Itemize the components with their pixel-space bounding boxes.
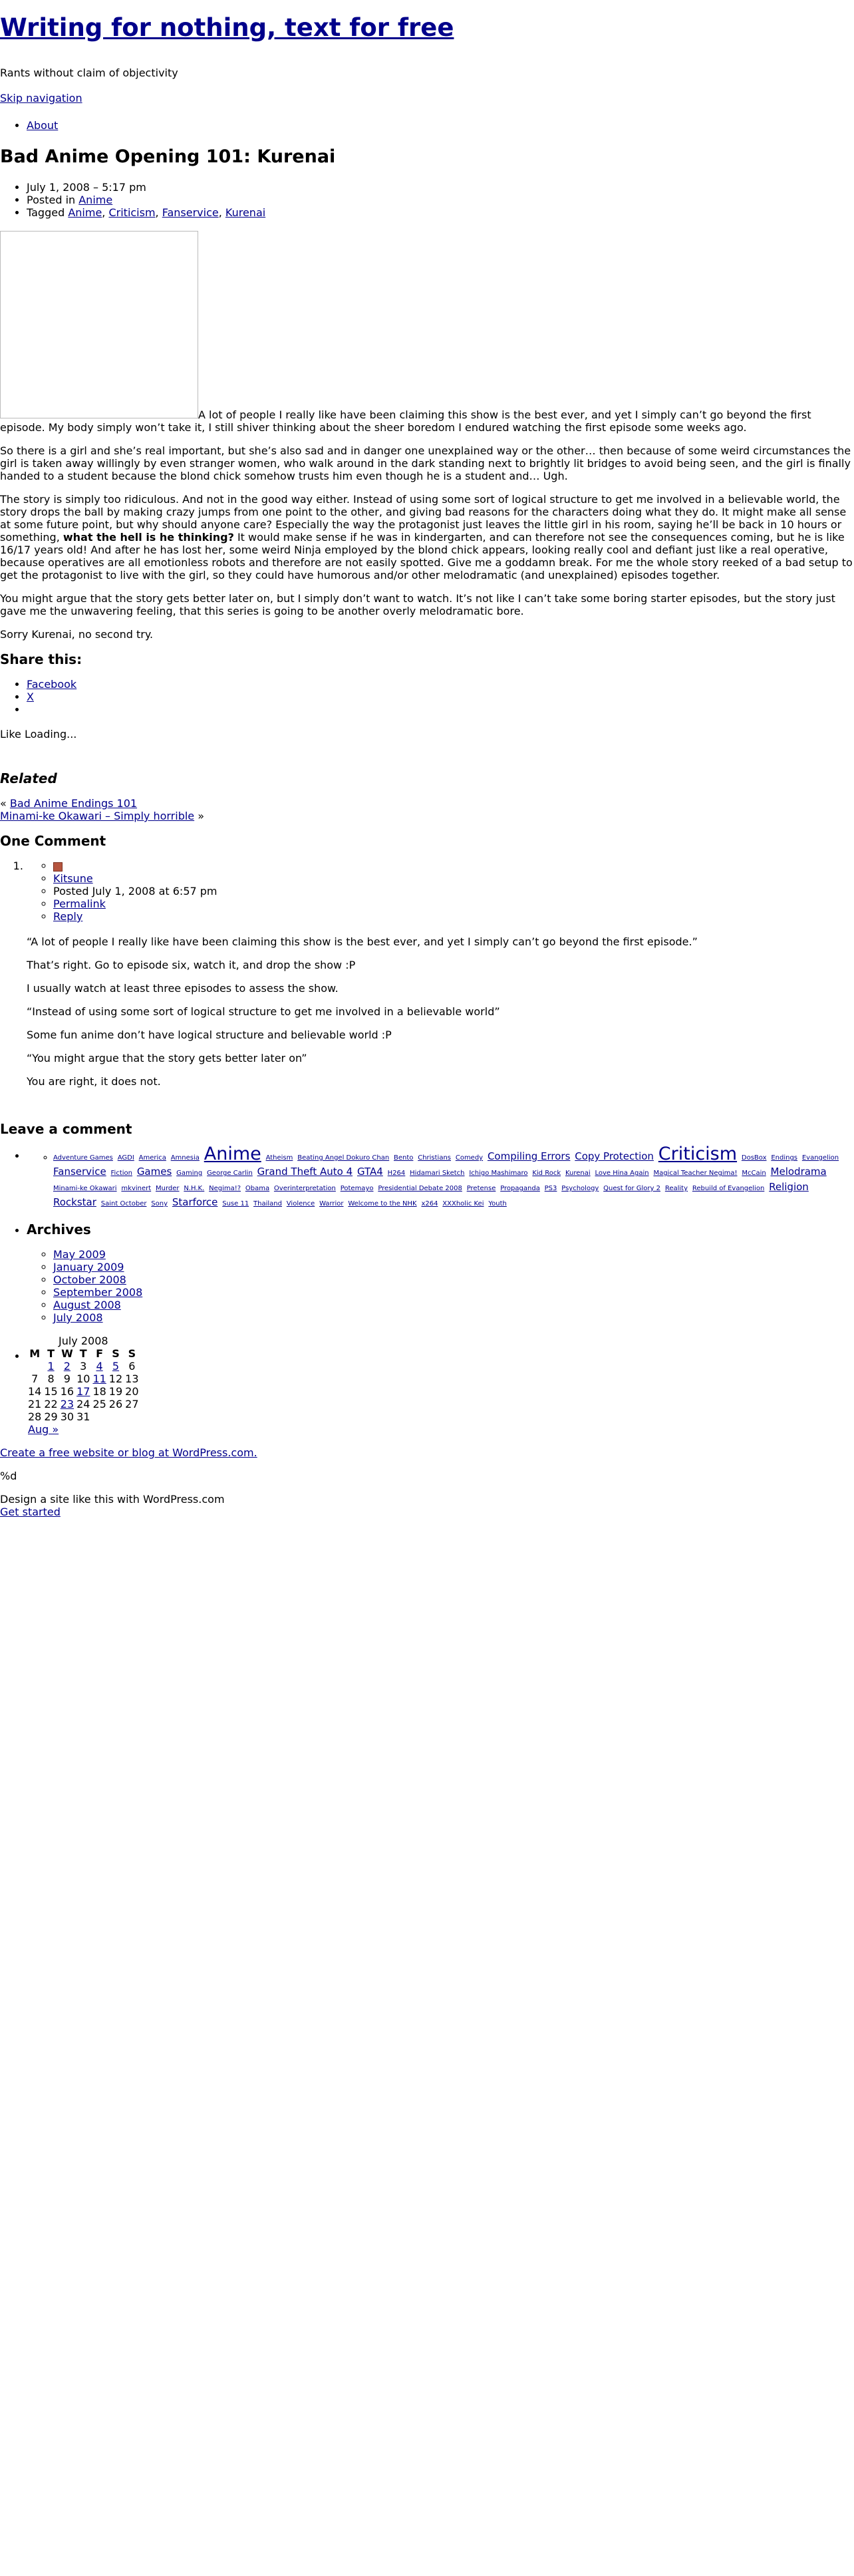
comment-line: Some fun anime don’t have logical structure and believable world :P [27, 1029, 392, 1041]
paragraph-text: A lot of people I really like have been claiming this show is the best ever, and yet I simply can’t go beyond the first episode. My body simply won’t take it, I still shiver thinking about the sheer boredom I endured watching the first episode some weeks ago. [0, 408, 811, 434]
tag-link[interactable]: Fanservice [162, 206, 219, 219]
archive-item [53, 1248, 854, 1261]
tag-cloud-link[interactable]: AGDI [117, 1154, 134, 1162]
tag-cloud-link[interactable]: Welcome to the NHK [348, 1200, 417, 1208]
archive-link[interactable]: July 2008 [53, 1311, 103, 1324]
calendar-day: 8 [47, 1372, 55, 1385]
post-date: • July 1, 2008 – 5:17 pm [27, 181, 854, 194]
calendar-widget [27, 1335, 854, 1436]
calendar-day: 29 [44, 1410, 58, 1423]
calendar [27, 1335, 140, 1436]
calendar-day [59, 1360, 75, 1372]
calendar-day: 6 [128, 1360, 136, 1372]
calendar-day: 15 [44, 1385, 58, 1398]
paragraph: Sorry Kurenai, no second try. [0, 628, 154, 641]
calendar-day-link[interactable]: 11 [92, 1372, 106, 1385]
tag-cloud-link[interactable]: Violence [286, 1200, 315, 1208]
paragraph: You might argue that the story gets better later on, but I simply don’t want to watch. It’s not like I can’t take some boring starter episodes, but the story just gave me the unwavering feeling, that this series is going to be another overly melodramatic bore. [0, 592, 835, 617]
tag-cloud-link[interactable]: mkvinert [121, 1185, 152, 1192]
tag-cloud-link[interactable]: GTA4 [356, 1166, 383, 1178]
calendar-day: 22 [44, 1398, 58, 1410]
post-tags: • Tagged Anime, Criticism, Fanservice, Kurenai [27, 206, 854, 219]
tag-cloud-link[interactable]: Murder [156, 1185, 180, 1192]
tag-cloud-link[interactable]: Saint October [100, 1200, 147, 1208]
paragraph: So there is a girl and she’s real important, but she’s also sad and in danger one unexplained way or the other… then because of some weird circumstances the girl is taken away willingly by even stranger women, who walk around in the dark standing next to brightly lit bridges to avoid being seen, and the girl is finally handed to a student because the blond chick somehow trusts him even though he is a student and… Ugh. [0, 444, 851, 482]
share-item [27, 678, 854, 691]
tag-cloud-link[interactable]: Negima!? [209, 1185, 241, 1192]
comment-date: ◦ Posted July 1, 2008 at 6:57 pm [53, 885, 854, 897]
tag-link[interactable]: Criticism [108, 206, 156, 219]
calendar-day [91, 1372, 107, 1385]
next-post: Minami-ke Okawari – Simply horrible » [0, 810, 205, 822]
prev-post-link[interactable]: Bad Anime Endings 101 [9, 797, 138, 810]
page-nav-item-about [27, 119, 854, 132]
tag-cloud-link[interactable]: Grand Theft Auto 4 [257, 1166, 353, 1178]
tag-cloud-link[interactable]: Love Hina Again [595, 1170, 649, 1177]
tag-cloud-link[interactable]: Copy Protection [575, 1150, 654, 1162]
calendar-day: 3 [80, 1360, 87, 1372]
archive-link[interactable]: January 2009 [53, 1261, 124, 1273]
tag-cloud-link[interactable]: DosBox [741, 1154, 767, 1162]
share-heading: Share this: [0, 651, 82, 667]
calendar-day-header: S [128, 1347, 136, 1360]
tag-cloud-link[interactable]: Melodrama [770, 1166, 827, 1178]
avatar [53, 862, 63, 872]
calendar-day: 31 [76, 1410, 90, 1423]
tag-cloud-link[interactable]: H264 [387, 1170, 406, 1177]
archive-item [53, 1261, 854, 1273]
wordpress-link[interactable]: Create a free website or blog at WordPress.com. [0, 1446, 257, 1459]
post-category [27, 194, 854, 206]
calendar-empty-cell [75, 1423, 140, 1436]
calendar-day [75, 1385, 91, 1398]
comment-meta [27, 860, 854, 923]
footer [0, 1446, 854, 1518]
tag-cloud-link[interactable]: Obama [245, 1185, 270, 1192]
tag-cloud-link[interactable]: Fiction [110, 1170, 132, 1177]
calendar-day-header: F [96, 1347, 104, 1360]
tag-cloud-link[interactable]: Kurenai [565, 1170, 591, 1177]
tag-cloud-link[interactable]: Rockstar [53, 1196, 96, 1208]
calendar-day: 21 [28, 1398, 42, 1410]
comment-line: “Instead of using some sort of logical structure to get me involved in a believable world” [27, 1005, 500, 1018]
leave-comment-heading: Leave a comment [0, 1121, 132, 1137]
comment-line: “A lot of people I really like have been claiming this show is the best ever, and yet I simply can’t go beyond the first episode.” [27, 935, 698, 948]
comment-permalink-item [53, 897, 854, 910]
tag-cloud-list [27, 1144, 854, 1211]
tag-cloud-link[interactable]: Atheism [265, 1154, 293, 1162]
tag-cloud-link[interactable]: Hidamari Sketch [410, 1170, 465, 1177]
get-started-link[interactable]: Get started [0, 1506, 61, 1518]
tag-cloud-link[interactable]: Pretense [466, 1185, 496, 1192]
tag-cloud-link[interactable]: Bento [394, 1154, 414, 1162]
comment-avatar-item [53, 860, 854, 872]
comment-line: I usually watch at least three episodes to assess the show. [27, 982, 339, 995]
calendar-day: 19 [108, 1385, 123, 1398]
calendar-caption: • July 2008 [58, 1335, 108, 1347]
calendar-day: 9 [63, 1372, 71, 1385]
calendar-day: 24 [76, 1398, 90, 1410]
tagged-label: Tagged [27, 206, 69, 219]
calendar-next-cell [27, 1423, 75, 1436]
tag-cloud-link[interactable]: McCain [742, 1170, 766, 1177]
tag-cloud-link[interactable]: Religion [769, 1181, 809, 1193]
calendar-day [27, 1360, 43, 1372]
tag-cloud-link[interactable]: Starforce [172, 1196, 218, 1208]
tag-cloud-link[interactable]: Christians [418, 1154, 452, 1162]
related-heading: Related [0, 770, 57, 786]
calendar-day-header: S [112, 1347, 120, 1360]
comment-line: “You might argue that the story gets better later on” [27, 1052, 307, 1064]
tag-cloud-link[interactable]: Presidential Debate 2008 [378, 1185, 462, 1192]
calendar-day: 26 [108, 1398, 123, 1410]
tag-cloud-link[interactable]: Suse 11 [222, 1200, 249, 1208]
comment-body [27, 935, 854, 1088]
about-link[interactable]: About [27, 119, 59, 132]
percent-d: %d [0, 1470, 17, 1482]
calendar-day: 27 [125, 1398, 139, 1410]
calendar-week-row [27, 1410, 140, 1423]
calendar-day-link[interactable]: 2 [63, 1360, 71, 1372]
comment-list [0, 860, 854, 1088]
tag-cloud-link[interactable]: Sony [151, 1200, 168, 1208]
archive-item [53, 1286, 854, 1299]
site-description: Rants without claim of objectivity [0, 67, 178, 79]
comment-reply-item [53, 910, 854, 923]
prev-post: « Bad Anime Endings 101 [0, 797, 138, 810]
post-meta [0, 181, 854, 219]
paragraph [0, 493, 854, 581]
archive-link[interactable]: October 2008 [53, 1273, 126, 1286]
tag-cloud-link[interactable]: Games [136, 1166, 172, 1178]
tag-cloud-link[interactable]: Magical Teacher Negima! [653, 1170, 738, 1177]
post-navigation [0, 797, 854, 822]
archive-link[interactable]: September 2008 [53, 1286, 143, 1299]
calendar-day [124, 1410, 140, 1423]
paragraph-bold: what the hell is he thinking? [63, 531, 234, 544]
calendar-day: 7 [31, 1372, 39, 1385]
tag-cloud-link[interactable]: George Carlin [207, 1170, 253, 1177]
skip-navigation-link[interactable]: Skip navigation [0, 92, 82, 104]
tag-cloud-link[interactable]: Endings [771, 1154, 798, 1162]
tag-cloud-link[interactable]: Kid Rock [532, 1170, 561, 1177]
calendar-week-row [27, 1360, 140, 1372]
archives-list [27, 1248, 854, 1324]
reply-link[interactable]: Reply [53, 910, 83, 923]
calendar-day: 14 [28, 1385, 42, 1398]
page [0, 13, 854, 1518]
tag-cloud-link[interactable]: Compiling Errors [487, 1150, 571, 1162]
share-facebook-link[interactable]: Facebook [27, 678, 77, 691]
calendar-week-row [27, 1385, 140, 1398]
archive-item [53, 1273, 854, 1286]
post-image [0, 231, 198, 418]
comment [27, 860, 854, 1088]
comments-heading: One Comment [0, 833, 106, 849]
comment-author-item [53, 872, 854, 885]
calendar-nav-row [27, 1423, 140, 1436]
tag-cloud-link[interactable]: Psychology [561, 1185, 599, 1192]
calendar-day [91, 1360, 107, 1372]
share-item [27, 703, 854, 716]
next-post-link[interactable]: Minami-ke Okawari – Simply horrible [0, 810, 195, 822]
calendar-day [91, 1410, 107, 1423]
archive-item [53, 1299, 854, 1311]
calendar-day-header: M [29, 1347, 41, 1360]
archives-widget [27, 1221, 854, 1324]
tag-cloud-link[interactable]: Quest for Glory 2 [603, 1185, 660, 1192]
comment-author-link[interactable]: Kitsune [53, 872, 93, 885]
calendar-day-header: T [79, 1347, 87, 1360]
design-text: Design a site like this with WordPress.com [0, 1493, 225, 1506]
tag-link[interactable]: Kurenai [225, 206, 266, 219]
tag-cloud-link[interactable]: Criticism [658, 1144, 738, 1164]
tag-cloud-link[interactable]: Warrior [319, 1200, 344, 1208]
tag-cloud-link[interactable]: Adventure Games [53, 1154, 113, 1162]
tag-cloud [53, 1144, 854, 1211]
share-list [0, 678, 854, 716]
category-link[interactable]: Anime [78, 194, 113, 206]
calendar-day-link[interactable]: 5 [112, 1360, 120, 1372]
archive-item [53, 1311, 854, 1324]
tag-cloud-link[interactable]: Rebuild of Evangelion [692, 1185, 765, 1192]
calendar-next-link[interactable]: Aug » [28, 1423, 59, 1436]
tag-cloud-link[interactable]: Youth [488, 1200, 507, 1208]
sidebar [0, 1144, 854, 1436]
tag-cloud-link[interactable]: Overinterpretation [273, 1185, 336, 1192]
calendar-day: 16 [60, 1385, 74, 1398]
tag-cloud-link[interactable]: Fanservice [53, 1166, 106, 1178]
tag-cloud-link[interactable]: x264 [421, 1200, 438, 1208]
tag-cloud-link[interactable]: Minami-ke Okawari [53, 1185, 117, 1192]
tag-cloud-link[interactable]: XXXholic Kei [442, 1200, 484, 1208]
archive-link[interactable]: May 2009 [53, 1248, 106, 1261]
calendar-day: 25 [92, 1398, 106, 1410]
tag-cloud-link[interactable]: Gaming [176, 1170, 203, 1177]
site-title-link[interactable]: Writing for nothing, text for free [0, 13, 454, 42]
page-nav [0, 119, 854, 132]
calendar-day: 18 [92, 1385, 106, 1398]
tag-cloud-link[interactable]: Propaganda [500, 1185, 540, 1192]
paragraph [0, 231, 854, 434]
share-x-link[interactable]: X [27, 691, 34, 703]
post-content [0, 231, 854, 641]
calendar-day-header: T [47, 1347, 55, 1360]
tag-cloud-link[interactable]: Anime [204, 1144, 261, 1164]
tag-cloud-link[interactable]: Comedy [455, 1154, 484, 1162]
calendar-day: 20 [125, 1385, 139, 1398]
calendar-day: 12 [108, 1372, 123, 1385]
comment-line: That’s right. Go to episode six, watch it, and drop the show :P [27, 959, 356, 971]
tag-cloud-widget [27, 1144, 854, 1211]
paragraph-text: It would make sense if he was in kindergarten, and can therefore not see the consequences coming, but he is like 16/17 years old! And after he has lost her, some weird Ninja employed by the blond chick appears, looking really cool and defiant just like a real operative, because operatives are all emotionless robots and therefore are not easily spotted. Give me a goddamn break. For me the whole story reeked of a bad setup to get the protagonist to live with the girl, so they could have humorous and/or other melodramatic (and unexplained) episodes together. [0, 531, 853, 581]
tag-cloud-link[interactable]: Amnesia [170, 1154, 200, 1162]
calendar-week-row [27, 1398, 140, 1410]
calendar-day [108, 1410, 124, 1423]
tag-cloud-link[interactable]: Beating Angel Dokuro Chan [297, 1154, 390, 1162]
tag-cloud-link[interactable]: Potemayo [340, 1185, 374, 1192]
tag-cloud-link[interactable]: America [138, 1154, 166, 1162]
calendar-day-link[interactable]: 4 [96, 1360, 103, 1372]
calendar-day [108, 1360, 124, 1372]
calendar-day: 30 [60, 1410, 74, 1423]
tag-link[interactable]: Anime [68, 206, 102, 219]
archive-link[interactable]: August 2008 [53, 1299, 121, 1311]
tag-cloud-link[interactable]: Ichigo Mashimaro [469, 1170, 528, 1177]
tag-cloud-link[interactable]: Thailand [253, 1200, 282, 1208]
post-title: Bad Anime Opening 101: Kurenai [0, 146, 336, 167]
calendar-day: 28 [28, 1410, 42, 1423]
like-status: Like Loading... [0, 728, 77, 740]
calendar-day [59, 1398, 75, 1410]
site-title [0, 13, 854, 43]
permalink-link[interactable]: Permalink [53, 897, 106, 910]
paragraph-text: The story is simply too ridiculous. And not in the good way either. Instead of using some sort of logical structure to get me involved in a believable world, the story drops the ball by making crazy jumps from one point to the other, and giving bad reasons for the characters doing what they do. It might make all sense at some future point, but why should anyone care? Especially the way the protagonist just leaves the little girl in his room, saying he’ll be back in 10 hours or something, [0, 493, 847, 544]
posted-in-label: Posted in [27, 194, 79, 206]
calendar-day [43, 1360, 59, 1372]
calendar-day: 10 [76, 1372, 90, 1385]
calendar-header-row [27, 1347, 140, 1360]
tag-cloud-link[interactable]: N.H.K. [184, 1185, 205, 1192]
archives-heading: • Archives [27, 1221, 91, 1237]
tag-cloud-link[interactable]: PS3 [544, 1185, 557, 1192]
share-item [27, 691, 854, 703]
calendar-day-link[interactable]: 1 [47, 1360, 55, 1372]
calendar-day-header: W [61, 1347, 73, 1360]
tag-cloud-link[interactable]: Reality [664, 1185, 688, 1192]
tag-cloud-link[interactable]: Evangelion [801, 1154, 839, 1162]
calendar-day: 13 [125, 1372, 139, 1385]
calendar-day-link[interactable]: 17 [76, 1385, 90, 1398]
calendar-body [27, 1360, 140, 1423]
calendar-week-row [27, 1372, 140, 1385]
comment-line: You are right, it does not. [27, 1075, 161, 1088]
calendar-day-link[interactable]: 23 [60, 1398, 74, 1410]
